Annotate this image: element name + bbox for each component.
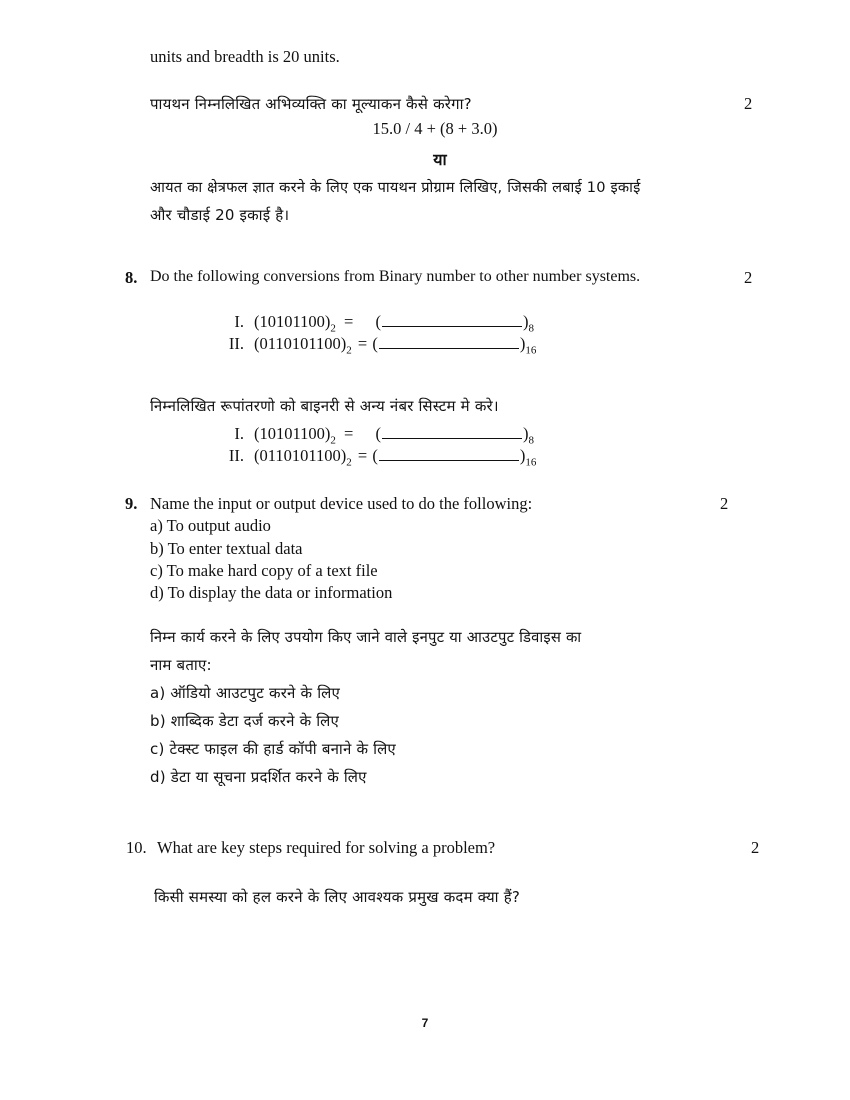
q7-hindi-alt-line2: और चौडाई 20 इकाई है। — [150, 206, 290, 224]
close-paren: ) — [522, 424, 529, 443]
q8-hindi-question: निम्नलिखित रूपांतरणो को बाइनरी से अन्य नंबर सिस्टम मे करे। — [150, 397, 499, 415]
q10-number: 10. — [126, 838, 147, 857]
q9-option-a: a) To output audio — [150, 516, 271, 535]
equals-sign: = — [357, 446, 368, 465]
q9-option-d: d) To display the data or information — [150, 583, 393, 602]
open-paren: ( — [372, 334, 378, 353]
roman-numeral: II. — [228, 334, 244, 353]
answer-blank — [379, 445, 519, 461]
answer-blank — [382, 423, 522, 439]
q9-question: Name the input or output device used to do the following: — [150, 494, 533, 513]
base-subscript: 16 — [525, 456, 537, 469]
q10-marks: 2 — [751, 838, 760, 857]
base-subscript: 2 — [330, 434, 336, 447]
q7-hindi-question: पायथन निम्नलिखित अभिव्यक्ति का मूल्याकन कैसे करेगा? — [150, 95, 472, 113]
q9-hindi-option-c: c) टेक्स्ट फाइल की हार्ड कॉपी बनाने के लिए — [150, 740, 396, 758]
q8-marks: 2 — [744, 268, 753, 287]
answer-blank — [382, 311, 522, 327]
roman-numeral: I. — [234, 424, 244, 443]
base-subscript: 2 — [346, 456, 352, 469]
binary-value: (0110101100) — [254, 446, 347, 465]
q9-option-b: b) To enter textual data — [150, 539, 303, 558]
equals-sign: = — [357, 334, 368, 353]
base-subscript: 2 — [346, 344, 352, 357]
q9-marks: 2 — [720, 494, 729, 513]
q8-hindi-conversion-row-1 — [218, 423, 534, 446]
q8-question: Do the following conversions from Binary number to other number systems. — [150, 268, 641, 285]
q7-marks: 2 — [744, 94, 753, 113]
roman-numeral: II. — [228, 446, 244, 465]
equals-sign: = — [344, 424, 354, 443]
open-paren: ( — [372, 446, 378, 465]
or-divider: या — [433, 150, 447, 169]
base-subscript: 16 — [525, 344, 537, 357]
q10-question: What are key steps required for solving a problem? — [157, 838, 496, 857]
base-subscript: 2 — [330, 322, 336, 335]
q8-hindi-conversion-row-2 — [218, 445, 536, 468]
roman-numeral: I. — [234, 312, 244, 331]
q9-hindi-question-line1: निम्न कार्य करने के लिए उपयोग किए जाने वाले इनपुट या आउटपुट डिवाइस का — [150, 629, 582, 646]
binary-value: (0110101100) — [254, 334, 347, 353]
q9-hindi-option-a: a) ऑडियो आउटपुट करने के लिए — [150, 684, 340, 702]
q8-conversion-row-1 — [218, 311, 534, 334]
q9-option-c: c) To make hard copy of a text file — [150, 561, 378, 580]
answer-blank — [379, 333, 519, 349]
q9-number: 9. — [125, 494, 138, 513]
q7-expression: 15.0 / 4 + (8 + 3.0) — [372, 119, 498, 138]
q7-hindi-alt-line1: आयत का क्षेत्रफल ज्ञात करने के लिए एक पायथन प्रोग्राम लिखिए, जिसकी लबाई 10 इकाई — [150, 179, 641, 196]
q8-conversion-row-2 — [218, 333, 536, 356]
binary-value: (10101100) — [254, 312, 331, 331]
equals-sign: = — [344, 312, 354, 331]
close-paren: ) — [519, 334, 526, 353]
binary-value: (10101100) — [254, 424, 331, 443]
base-subscript: 8 — [528, 434, 534, 447]
q8-number: 8. — [125, 268, 138, 287]
page-number: 7 — [421, 1016, 429, 1030]
q9-hindi-option-d: d) डेटा या सूचना प्रदर्शित करने के लिए — [150, 768, 367, 786]
q10-hindi-question: किसी समस्या को हल करने के लिए आवश्यक प्रमुख कदम क्या हैं? — [154, 888, 521, 906]
q7-english-tail: units and breadth is 20 units. — [150, 47, 340, 66]
base-subscript: 8 — [528, 322, 534, 335]
q9-hindi-option-b: b) शाब्दिक डेटा दर्ज करने के लिए — [150, 712, 340, 730]
close-paren: ) — [519, 446, 526, 465]
close-paren: ) — [522, 312, 529, 331]
q9-hindi-question-line2: नाम बताए: — [150, 656, 212, 674]
open-paren: ( — [375, 312, 381, 331]
open-paren: ( — [375, 424, 381, 443]
